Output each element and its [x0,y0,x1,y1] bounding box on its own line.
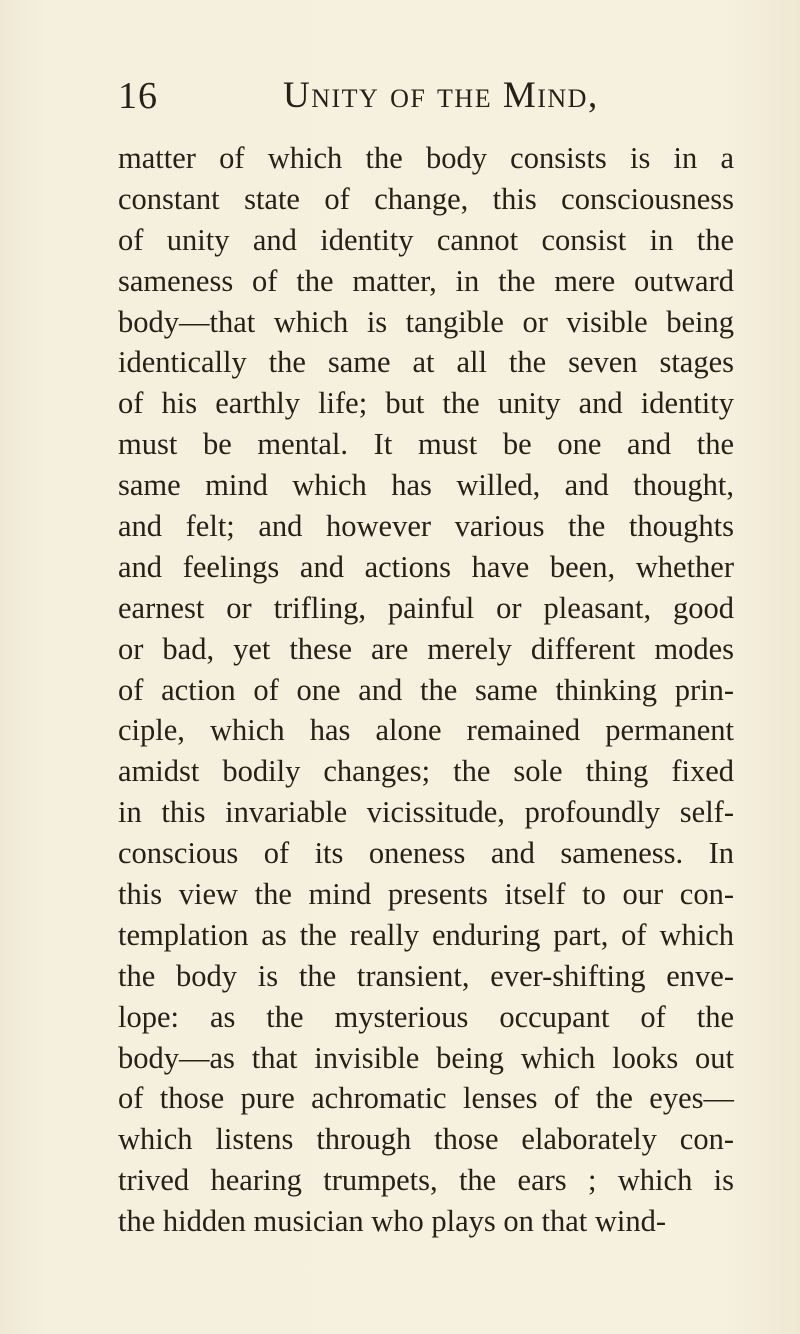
text-line: of action of one and the same thinking prin- [118,672,734,707]
text-line: and feelings and actions have been, whether [118,549,734,584]
text-line: this view the mind presents itself to our con- [118,877,734,912]
body-text [118,138,734,1242]
text-line: sameness of the matter, in the mere outward [118,263,734,298]
text-line: and felt; and however various the thoughts [118,509,734,544]
text-line: lope: as the mysterious occupant of the [118,999,734,1034]
text-line: conscious of its oneness and sameness. In [118,836,734,871]
text-line: or bad, yet these are merely different modes [118,631,734,666]
text-line: matter of which the body consists is in a [118,141,734,175]
text-line: body—as that invisible being which looks out [118,1040,734,1075]
page-number: 16 [118,75,158,117]
text-line: earnest or trifling, painful or pleasant, good [118,590,734,625]
text-line: the hidden musician who plays on that wind- [118,1204,667,1239]
text-line: trived hearing trumpets, the ears ; which is [118,1163,734,1198]
text-line: must be mental. It must be one and the [118,427,734,462]
text-line: of his earthly life; but the unity and identity [118,386,734,421]
text-line: ciple, which has alone remained permanent [118,713,734,748]
text-line: of those pure achromatic lenses of the eyes— [118,1081,734,1116]
text-line: amidst bodily changes; the sole thing fixed [118,754,734,789]
text-line: identically the same at all the seven stages [118,345,734,380]
text-line: the body is the transient, ever-shifting enve- [118,958,734,993]
running-head: Unity of the Mind, [283,75,599,116]
text-line: body—that which is tangible or visible being [118,304,734,339]
text-line: in this invariable vicissitude, profoundly self- [118,795,734,830]
page-header [118,72,738,120]
text-line: templation as the really enduring part, of which [118,917,734,952]
text-line: of unity and identity cannot consist in the [118,222,734,257]
text-line: which listens through those elaborately con- [118,1122,734,1157]
text-line: same mind which has willed, and thought, [118,468,734,503]
text-line: constant state of change, this consciousness [118,181,734,216]
